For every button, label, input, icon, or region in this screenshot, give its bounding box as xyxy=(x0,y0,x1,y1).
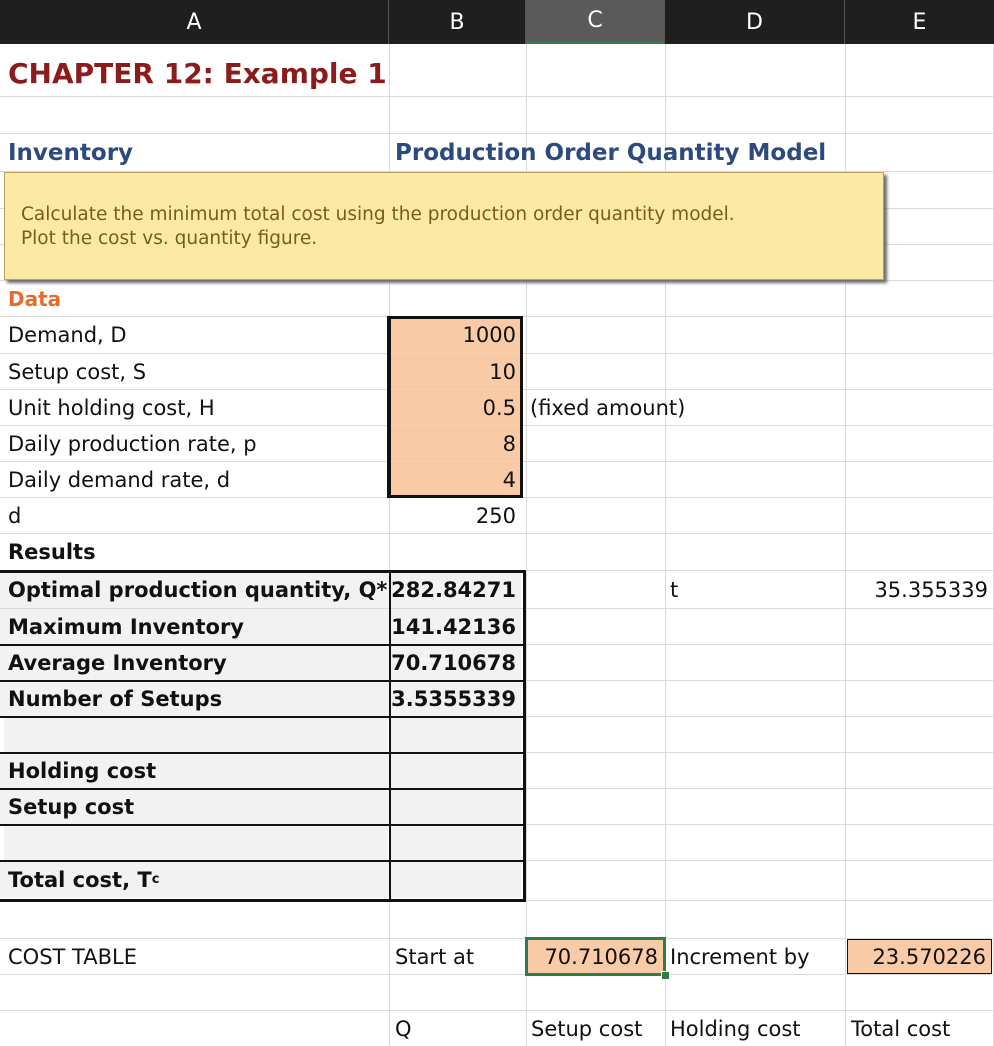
fill-handle[interactable] xyxy=(661,971,670,980)
label-d: d xyxy=(8,503,22,528)
results-row-border xyxy=(0,860,523,862)
results-row-border xyxy=(0,716,523,718)
value-holding-total[interactable] xyxy=(390,753,521,788)
input-holding-cost[interactable]: 0.5 xyxy=(390,390,521,425)
value-avg-inventory[interactable]: 70.710678 xyxy=(390,645,521,680)
gridline-h xyxy=(0,900,994,901)
results-row-border xyxy=(0,644,523,646)
empty-cell[interactable] xyxy=(4,825,388,860)
input-col-border xyxy=(389,316,391,498)
input-production-rate[interactable]: 8 xyxy=(390,426,521,461)
label-production-rate: Daily production rate, p xyxy=(8,431,257,456)
label-t: t xyxy=(670,577,679,602)
gridline-h xyxy=(0,1010,994,1011)
gridline-h xyxy=(0,280,994,281)
value-optimal-quantity[interactable]: 282.84271 xyxy=(390,571,521,608)
note-line-2: Plot the cost vs. quantity figure. xyxy=(21,228,318,249)
gridline-h xyxy=(0,974,994,975)
label-start-at: Start at xyxy=(395,944,475,969)
input-demand[interactable]: 1000 xyxy=(390,317,521,353)
results-row-border xyxy=(0,824,523,826)
data-header: Data xyxy=(8,286,62,311)
label-holding-total: Holding cost xyxy=(0,753,389,788)
empty-cell[interactable] xyxy=(390,717,521,752)
header-holding-cost: Holding cost xyxy=(670,1016,801,1041)
label-max-inventory: Maximum Inventory xyxy=(0,609,389,644)
gridline-h xyxy=(0,96,994,97)
empty-cell[interactable] xyxy=(4,717,388,752)
header-setup-cost: Setup cost xyxy=(531,1016,643,1041)
column-header-d[interactable]: D xyxy=(665,0,845,44)
results-row-border xyxy=(0,788,523,790)
label-demand-rate: Daily demand rate, d xyxy=(8,467,231,492)
column-header-c[interactable]: C xyxy=(526,0,665,44)
gridline-h xyxy=(0,938,994,939)
input-increment-by[interactable]: 23.570226 xyxy=(847,939,992,974)
results-row-border xyxy=(0,752,523,754)
gridline-h xyxy=(0,533,994,534)
results-header: Results xyxy=(8,540,96,564)
label-optimal-quantity: Optimal production quantity, Q* xyxy=(0,571,389,608)
section-model-title: Production Order Quantity Model xyxy=(395,139,827,166)
input-setup-cost[interactable]: 10 xyxy=(390,354,521,389)
sheet-title: CHAPTER 12: Example 1 xyxy=(8,56,387,90)
value-num-setups[interactable]: 3.5355339 xyxy=(390,681,521,716)
value-t[interactable]: 35.355339 xyxy=(874,577,988,602)
column-header-b[interactable]: B xyxy=(389,0,526,44)
label-setup-cost: Setup cost, S xyxy=(8,359,147,384)
input-demand-rate[interactable]: 4 xyxy=(390,462,521,497)
label-total-cost xyxy=(0,861,389,898)
value-setup-total[interactable] xyxy=(390,789,521,824)
label-setup-total: Setup cost xyxy=(0,789,389,824)
total-cost-subscript: c xyxy=(151,872,160,887)
input-start-at[interactable]: 70.710678 xyxy=(528,939,663,974)
results-row-border xyxy=(0,680,523,682)
label-avg-inventory: Average Inventory xyxy=(0,645,389,680)
results-col-border xyxy=(389,570,391,901)
section-inventory: Inventory xyxy=(8,139,134,166)
label-num-setups: Number of Setups xyxy=(0,681,389,716)
column-header-e[interactable]: E xyxy=(845,0,994,44)
label-increment-by: Increment by xyxy=(670,944,810,969)
empty-cell[interactable] xyxy=(390,825,521,860)
instruction-note[interactable] xyxy=(4,172,884,280)
note-line-1: Calculate the minimum total cost using the production order quantity model. xyxy=(21,204,735,225)
header-q: Q xyxy=(395,1016,412,1041)
header-total-cost: Total cost xyxy=(851,1016,951,1041)
value-max-inventory[interactable]: 141.42136 xyxy=(390,609,521,644)
value-total-cost[interactable] xyxy=(390,861,521,898)
label-cost-table: COST TABLE xyxy=(8,944,137,969)
total-cost-text: Total cost, T xyxy=(8,867,152,892)
label-holding-cost: Unit holding cost, H xyxy=(8,395,215,420)
holding-cost-note: (fixed amount) xyxy=(530,395,686,420)
label-demand: Demand, D xyxy=(8,323,127,347)
value-d[interactable]: 250 xyxy=(475,503,516,528)
column-header-a[interactable]: A xyxy=(0,0,389,44)
